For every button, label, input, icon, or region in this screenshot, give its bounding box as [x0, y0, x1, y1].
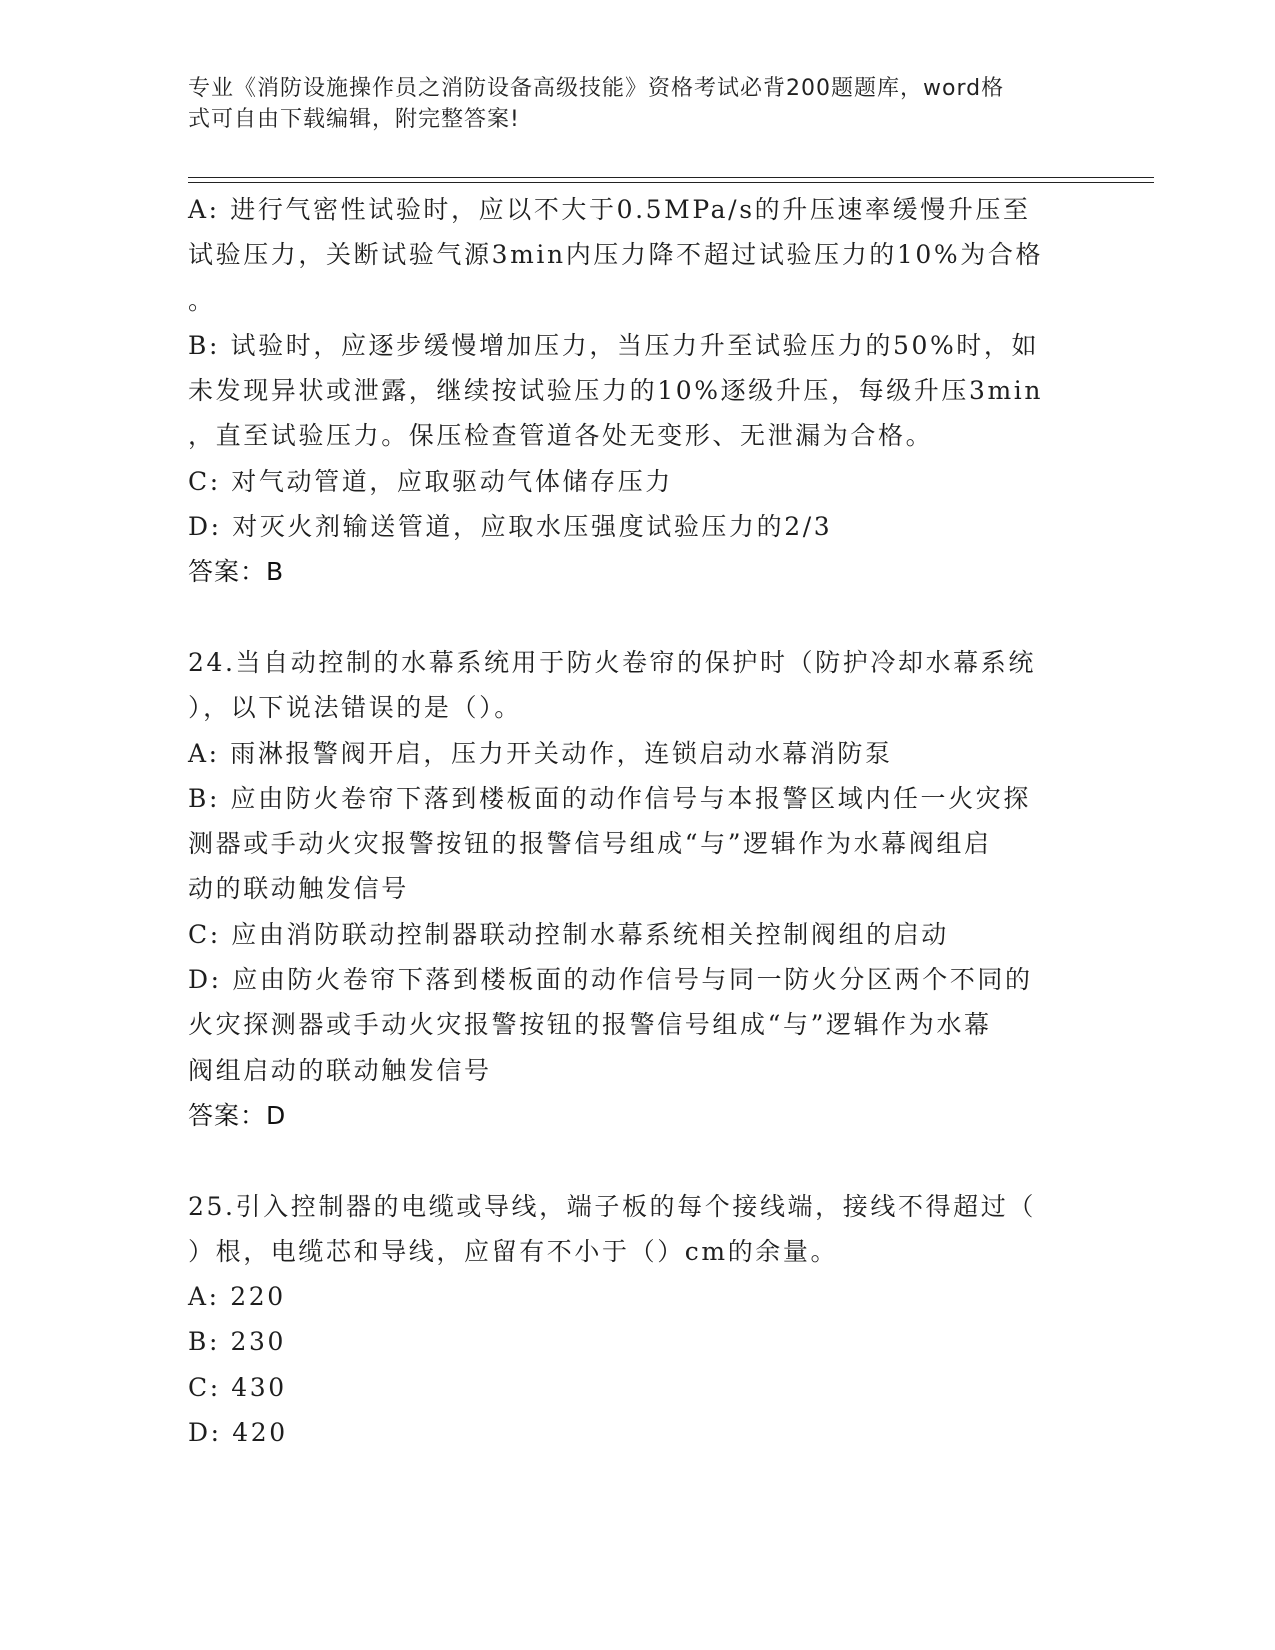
- q24-option-b-line-1: B: 应由防火卷帘下落到楼板面的动作信号与本报警区域内任一火灾探: [188, 783, 1031, 813]
- q23-answer: 答案：B: [188, 557, 285, 587]
- header-line-1: 专业《消防设施操作员之消防设备高级技能》资格考试必背200题题库，word格: [188, 76, 1005, 101]
- q23-option-d: D: 对灭火剂输送管道，应取水压强度试验压力的2/3: [188, 512, 833, 542]
- q24-answer: 答案：D: [188, 1100, 287, 1130]
- q24-option-d-line-1: D: 应由防火卷帘下落到楼板面的动作信号与同一防火分区两个不同的: [188, 965, 1033, 995]
- q24-option-b-line-2: 测器或手动火灾报警按钮的报警信号组成“与”逻辑作为水幕阀组启: [188, 829, 992, 859]
- q25-option-c: C: 430: [188, 1372, 287, 1402]
- q24-option-d-line-3: 阀组启动的联动触发信号: [188, 1055, 492, 1085]
- q23-option-a-line-2: 试验压力，关断试验气源3min内压力降不超过试验压力的10%为合格: [188, 240, 1044, 270]
- q25-option-d: D: 420: [188, 1418, 288, 1448]
- q25-stem-line-1: 25.引入控制器的电缆或导线，端子板的每个接线端，接线不得超过（: [188, 1191, 1036, 1221]
- q24-option-d-line-2: 火灾探测器或手动火灾报警按钮的报警信号组成“与”逻辑作为水幕: [188, 1010, 992, 1040]
- q23-option-a-line-1: A: 进行气密性试验时，应以不大于0.5MPa/s的升压速率缓慢升压至: [188, 195, 1031, 224]
- q24-stem-line-2: ），以下说法错误的是（）。: [188, 693, 522, 723]
- q24-option-c: C: 应由消防联动控制器联动控制水幕系统相关控制阀组的启动: [188, 919, 949, 949]
- header-rule-bottom: [188, 182, 1154, 183]
- q24-option-a: A: 雨淋报警阀开启，压力开关动作，连锁启动水幕消防泵: [188, 738, 893, 768]
- question-24-block: [188, 640, 1088, 1138]
- header-line-2: 式可自由下载编辑，附完整答案!: [188, 107, 520, 132]
- q23-option-b-line-2: 未发现异状或泄露，继续按试验压力的10%逐级升压，每级升压3min: [188, 376, 1044, 406]
- q25-option-a: A: 220: [188, 1282, 286, 1312]
- question-23-block: [188, 187, 1088, 595]
- q23-option-c: C: 对气动管道，应取驱动气体储存压力: [188, 466, 673, 496]
- question-body: [188, 187, 1088, 1455]
- spacer: [188, 595, 1088, 640]
- q24-stem-line-1: 24.当自动控制的水幕系统用于防火卷帘的保护时（防护冷却水幕系统: [188, 647, 1036, 677]
- q23-option-b-line-3: ，直至试验压力。保压检查管道各处无变形、无泄漏为合格。: [188, 421, 934, 451]
- document-header: [188, 73, 1068, 135]
- q23-option-a-line-3: 。: [188, 285, 216, 315]
- q25-stem-line-2: ）根，电缆芯和导线，应留有不小于（）cm的余量。: [188, 1236, 839, 1266]
- question-25-block: [188, 1184, 1088, 1456]
- spacer: [188, 1138, 1088, 1183]
- q23-option-b-line-1: B: 试验时，应逐步缓慢增加压力，当压力升至试验压力的50%时，如: [188, 330, 1040, 360]
- q24-option-b-line-3: 动的联动触发信号: [188, 874, 409, 904]
- q25-option-b: B: 230: [188, 1327, 287, 1357]
- header-rule-top: [188, 177, 1154, 178]
